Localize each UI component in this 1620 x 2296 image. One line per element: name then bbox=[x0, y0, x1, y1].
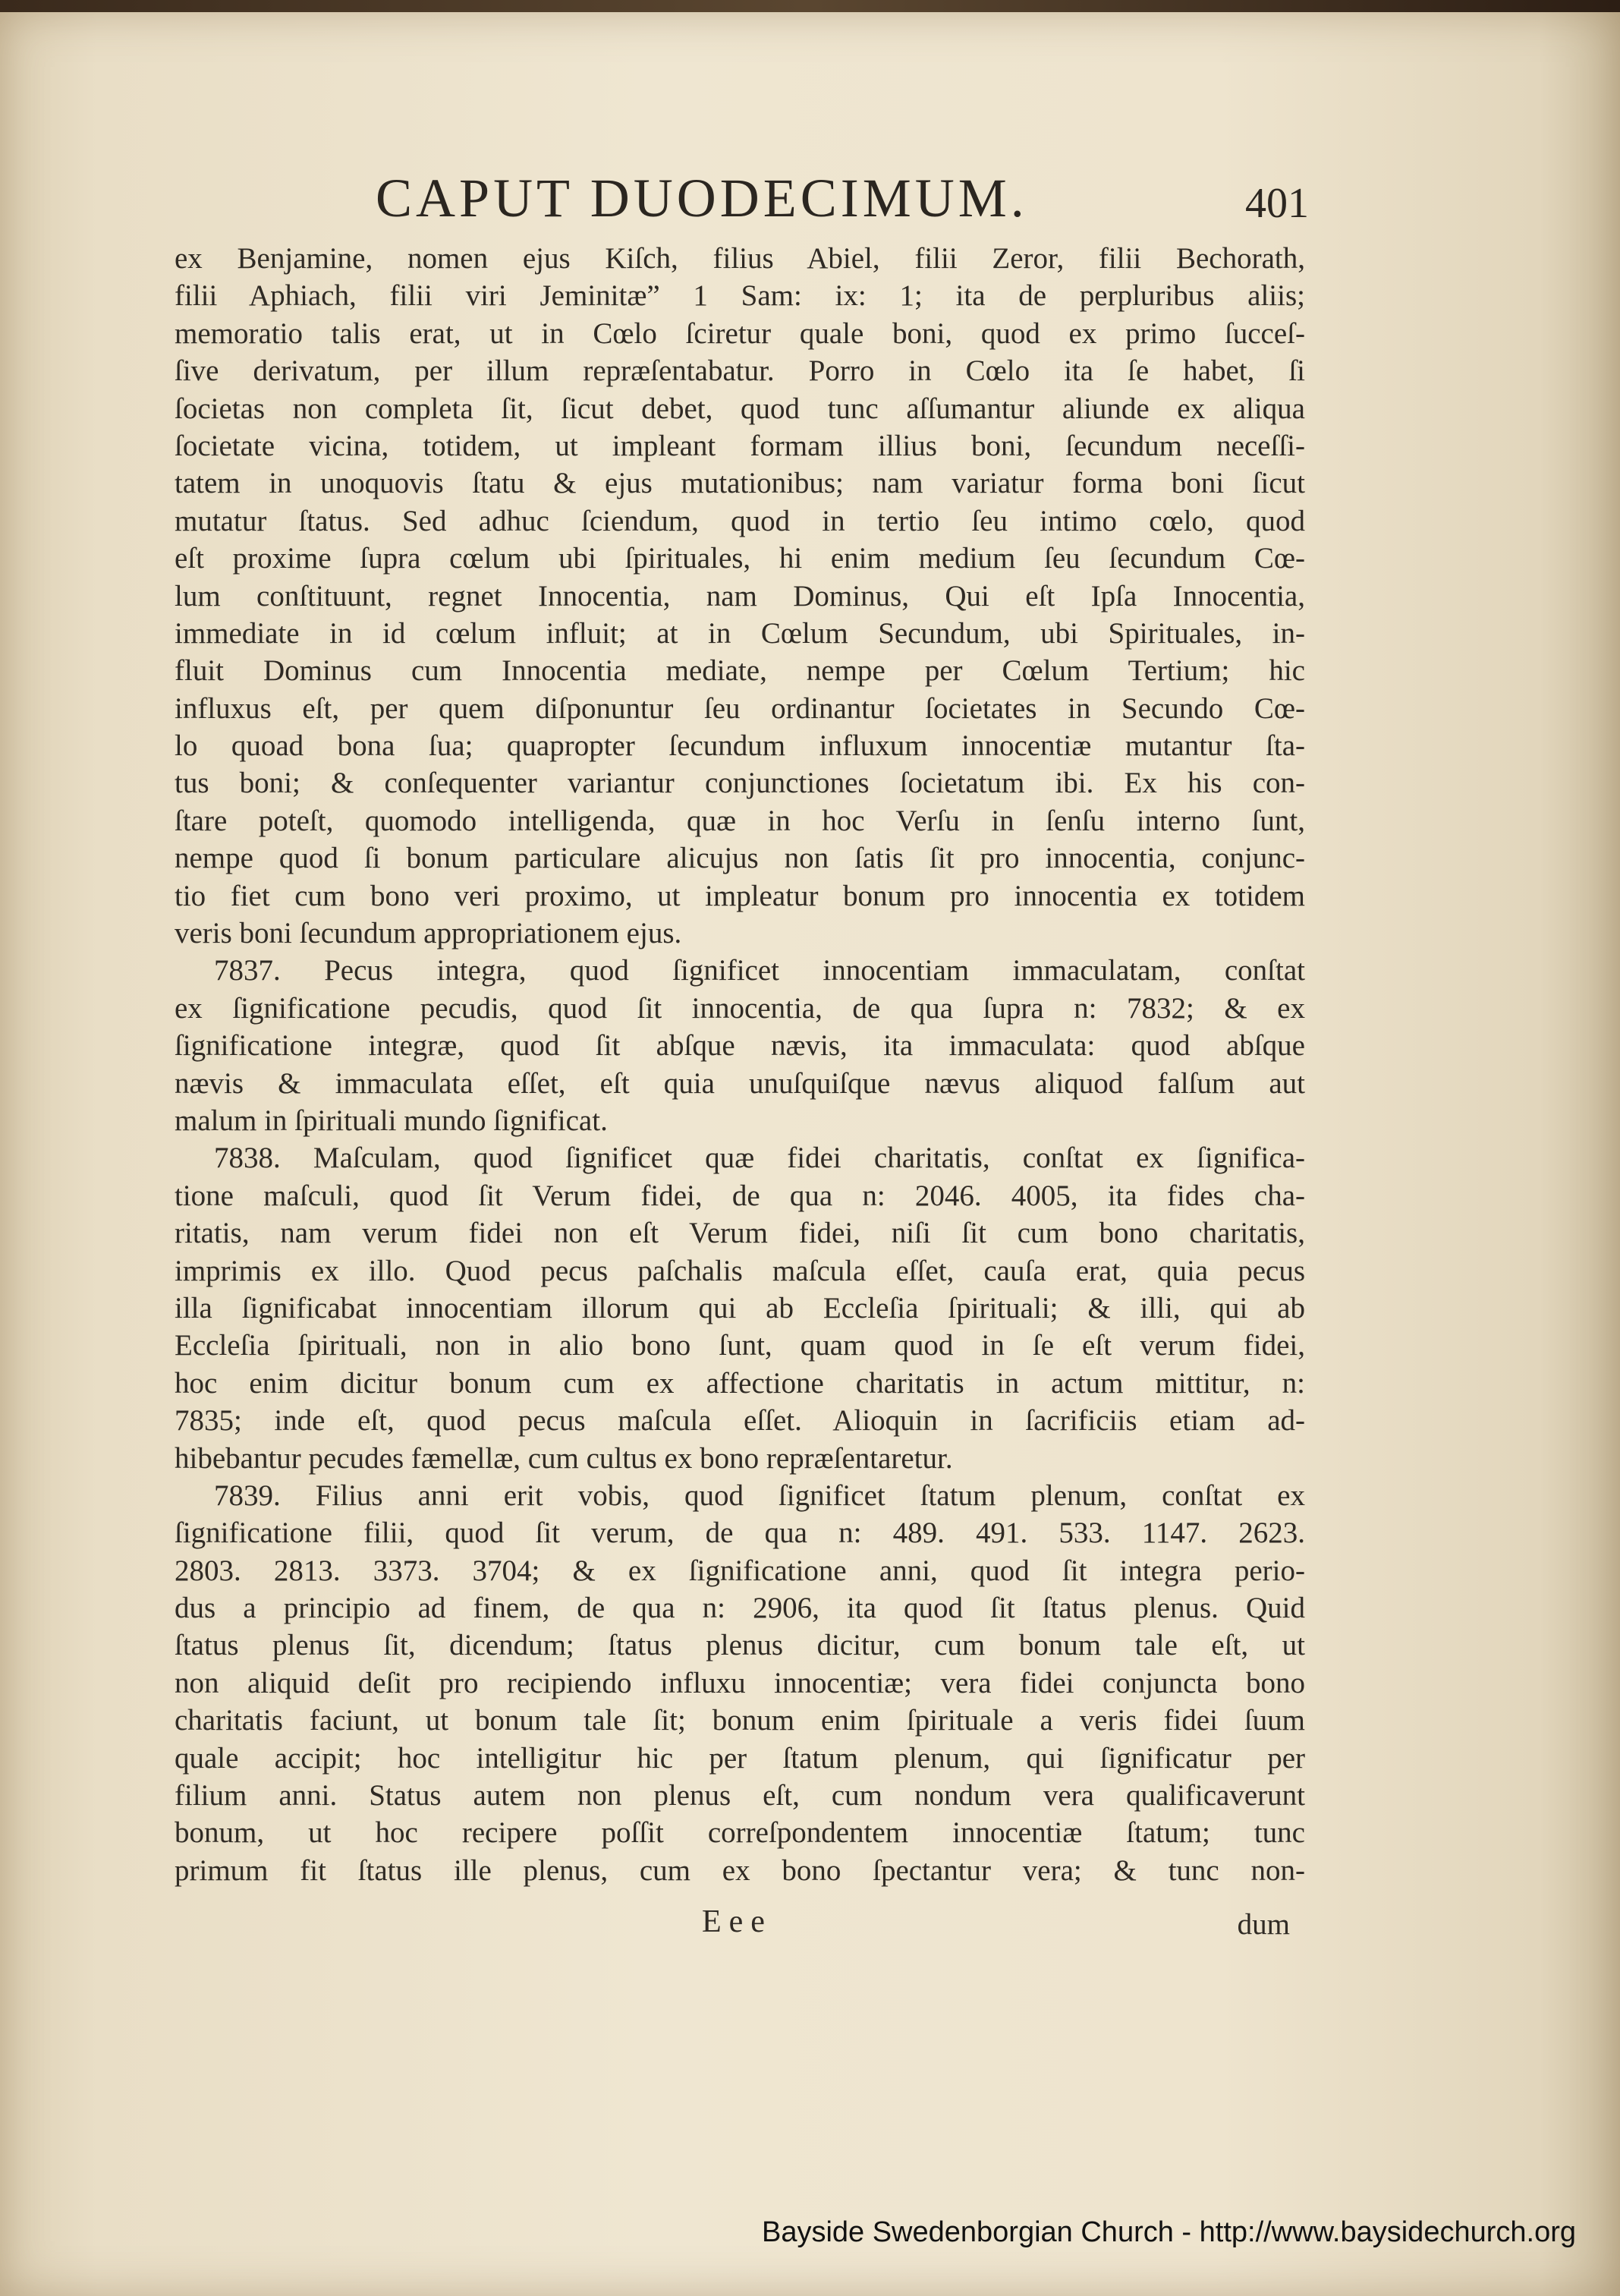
book-top-edge bbox=[0, 0, 1620, 12]
text-line: influxus eſt, per quem diſponuntur ſeu ordinantur ſocietates in Secundo Cœ- bbox=[175, 691, 1305, 725]
text-line: ſocietas non completa ſit, ſicut debet, quod tunc aſſumantur aliunde ex aliqua bbox=[175, 392, 1305, 425]
text-line: eſt proxime ſupra cœlum ubi ſpirituales, hi enim medium ſeu ſecundum Cœ- bbox=[175, 542, 1305, 575]
text-line: ſocietate vicina, totidem, ut impleant formam illius boni, ſecundum neceſſi- bbox=[175, 429, 1305, 462]
text-line: ſignificatione filii, quod ſit verum, de qua n: 489. 491. 533. 1147. 2623. bbox=[175, 1516, 1305, 1550]
text-line: memoratio talis erat, ut in Cœlo ſciretur quale boni, quod ex primo ſucceſ- bbox=[175, 317, 1305, 350]
text-line: quale accipit; hoc intelligitur hic per ſtatum plenum, qui ſignificatur per bbox=[175, 1741, 1305, 1775]
text-line: immediate in id cœlum influit; at in Cœlum Secundum, ubi Spirituales, in- bbox=[175, 616, 1305, 650]
text-line: 7835; inde eſt, quod pecus maſcula eſſet. Alioquin in ſacrificiis etiam ad- bbox=[175, 1404, 1305, 1438]
catchword: dum bbox=[1237, 1908, 1290, 1941]
text-line: tatem in unoquovis ſtatu & ejus mutationibus; nam variatur forma boni ſicut bbox=[175, 467, 1305, 500]
text-line: ſignificatione integræ, quod ſit abſque nævis, ita immaculata: quod abſque bbox=[175, 1029, 1305, 1063]
text-line: 2803. 2813. 3373. 3704; & ex ſignificatione anni, quod ſit integra perio- bbox=[175, 1554, 1305, 1587]
text-line: nempe quod ſi bonum particulare alicujus non ſatis ſit pro innocentia, conjunc- bbox=[175, 842, 1305, 875]
text-line: ritatis, nam verum fidei non eſt Verum fidei, niſi ſit cum bono charitatis, bbox=[175, 1217, 1305, 1250]
text-line: 7839. Filius anni erit vobis, quod ſignificet ſtatum plenum, conſtat ex bbox=[214, 1479, 1305, 1512]
text-line: nævis & immaculata eſſet, eſt quia unuſquiſque nævus aliquod falſum aut bbox=[175, 1066, 1305, 1100]
text-line: non aliquid deſit pro recipiendo influxu innocentiæ; vera fidei conjuncta bono bbox=[175, 1666, 1305, 1699]
text-line: ſtatus plenus ſit, dicendum; ſtatus plenus dicitur, cum bonum tale eſt, ut bbox=[175, 1629, 1305, 1662]
text-line: dus a principio ad finem, de qua n: 2906, ita quod ſit ſtatus plenus. Quid bbox=[175, 1592, 1305, 1625]
text-line: fluit Dominus cum Innocentia mediate, nempe per Cœlum Tertium; hic bbox=[175, 654, 1305, 688]
signature-mark: Eee bbox=[702, 1904, 772, 1939]
text-line: ex ſignificatione pecudis, quod ſit innocentia, de qua ſupra n: 7832; & ex bbox=[175, 991, 1305, 1025]
running-head bbox=[376, 164, 1309, 232]
text-line: veris boni ſecundum appropriationem ejus. bbox=[175, 917, 682, 950]
text-line: charitatis faciunt, ut bonum tale ſit; bonum enim ſpirituale a veris fidei ſuum bbox=[175, 1704, 1305, 1737]
running-title: CAPUT DUODECIMUM. bbox=[376, 168, 1028, 228]
text-line: hibebantur pecudes fæmellæ, cum cultus ex bono repræſentaretur. bbox=[175, 1441, 953, 1475]
book-page bbox=[0, 12, 1620, 2296]
text-line: ſtare poteſt, quomodo intelligenda, quæ in hoc Verſu in ſenſu interno ſunt, bbox=[175, 804, 1305, 837]
text-line: ex Benjamine, nomen ejus Kiſch, filius Abiel, filii Zeror, filii Bechorath, bbox=[175, 242, 1305, 275]
text-line: tione maſculi, quod ſit Verum fidei, de qua n: 2046. 4005, ita fides cha- bbox=[175, 1179, 1305, 1212]
text-line: lo quoad bona ſua; quapropter ſecundum influxum innocentiæ mutantur ſta- bbox=[175, 729, 1305, 763]
page-number: 401 bbox=[1245, 180, 1309, 227]
text-line: Eccleſia ſpirituali, non in alio bono ſunt, quam quod in ſe eſt verum fidei, bbox=[175, 1329, 1305, 1362]
text-line: filii Aphiach, filii viri Jeminitæ” 1 Sam: ix: 1; ita de perpluribus aliis; bbox=[175, 279, 1305, 313]
text-line: filium anni. Status autem non plenus eſt, cum nondum vera qualificaverunt bbox=[175, 1779, 1305, 1813]
text-line: malum in ſpirituali mundo ſignificat. bbox=[175, 1104, 608, 1137]
text-line: 7837. Pecus integra, quod ſignificet innocentiam immaculatam, conſtat bbox=[214, 954, 1305, 987]
text-line: ſive derivatum, per illum repræſentabatur. Porro in Cœlo ita ſe habet, ſi bbox=[175, 354, 1305, 388]
text-line: lum conſtituunt, regnet Innocentia, nam Dominus, Qui eſt Ipſa Innocentia, bbox=[175, 579, 1305, 613]
text-line: bonum, ut hoc recipere poſſit correſpondentem innocentiæ ſtatum; tunc bbox=[175, 1816, 1305, 1850]
text-line: primum fit ſtatus ille plenus, cum ex bono ſpectantur vera; & tunc non- bbox=[175, 1853, 1305, 1887]
text-line: tio fiet cum bono veri proximo, ut impleatur bonum pro innocentia ex totidem bbox=[175, 879, 1305, 912]
text-line: imprimis ex illo. Quod pecus paſchalis maſcula eſſet, cauſa erat, quia pecus bbox=[175, 1254, 1305, 1287]
text-line: illa ſignificabat innocentiam illorum qui ab Eccleſia ſpirituali; & illi, qui ab bbox=[175, 1291, 1305, 1324]
text-line: mutatur ſtatus. Sed adhuc ſciendum, quod in tertio ſeu intimo cœlo, quod bbox=[175, 504, 1305, 537]
text-line: hoc enim dicitur bonum cum ex affectione charitatis in actum mittitur, n: bbox=[175, 1366, 1305, 1400]
text-line: 7838. Maſculam, quod ſignificet quæ fidei charitatis, conſtat ex ſignifica- bbox=[214, 1142, 1305, 1175]
watermark-caption: Bayside Swedenborgian Church - http://www.baysidechurch.org bbox=[761, 2216, 1576, 2248]
text-line: tus boni; & conſequenter variantur conjunctiones ſocietatum ibi. Ex his con- bbox=[175, 767, 1305, 800]
body-text bbox=[175, 240, 1305, 1889]
